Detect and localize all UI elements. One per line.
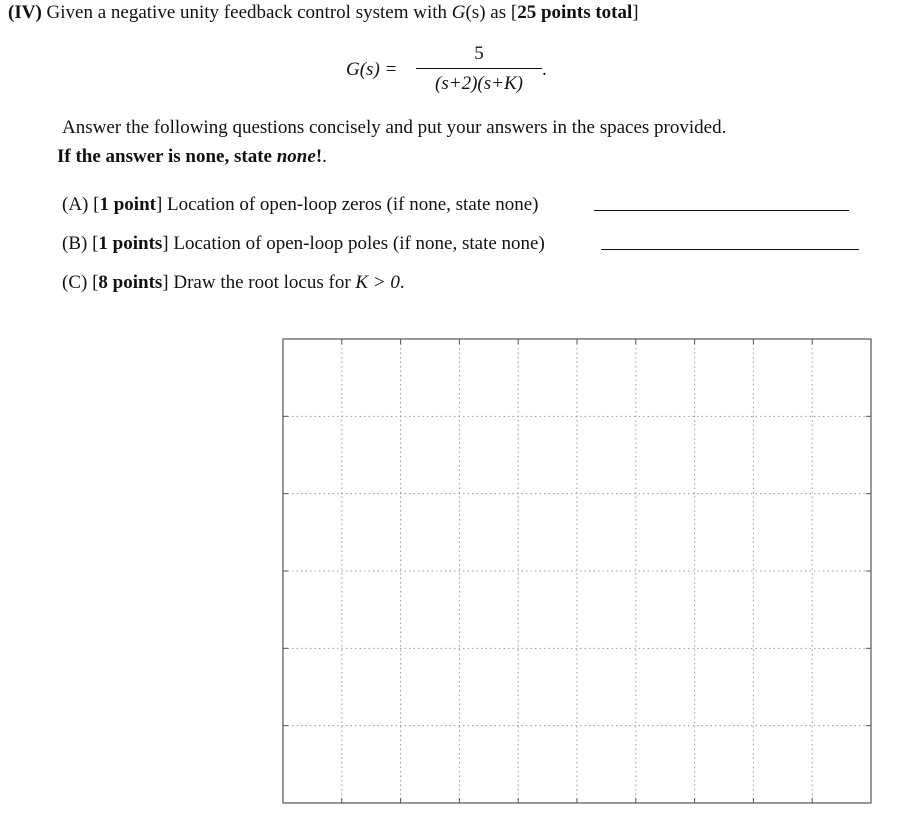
g-symbol: G bbox=[451, 2, 466, 23]
none-note-bold: If the answer is none, state bbox=[57, 146, 277, 167]
item-b-label: (B) bbox=[62, 233, 88, 254]
item-a: (A) [1 point] Location of open-loop zeros (if none, state none) bbox=[62, 194, 539, 215]
root-locus-grid[interactable] bbox=[282, 338, 872, 804]
question-header bbox=[8, 2, 639, 24]
question-intro: Given a negative unity feedback control system with bbox=[41, 2, 452, 23]
item-b: (B) [1 points] Location of open-loop poles (if none, state none) bbox=[62, 233, 545, 254]
none-note-exclaim: ! bbox=[315, 146, 323, 167]
answer-line-b[interactable] bbox=[601, 249, 859, 250]
question-label: (IV) bbox=[8, 2, 42, 23]
equation-lhs: G(s) = bbox=[346, 59, 398, 80]
as-text: as bbox=[485, 2, 511, 23]
points-open: [ bbox=[510, 2, 518, 23]
equation-denominator: (s+2)(s+K) bbox=[435, 73, 523, 94]
none-note-period: . bbox=[322, 146, 327, 167]
none-note-italic: none bbox=[276, 146, 316, 167]
item-c-points: 8 points bbox=[98, 272, 163, 293]
answer-line-a[interactable] bbox=[594, 210, 849, 211]
item-c-end: . bbox=[399, 272, 405, 293]
item-c-label: (C) bbox=[62, 272, 88, 293]
points-total: 25 points total bbox=[517, 2, 633, 23]
item-c-text: Draw the root locus for bbox=[168, 272, 356, 293]
item-b-text: Location of open-loop poles (if none, state none) bbox=[168, 233, 545, 254]
transfer-function-equation bbox=[346, 42, 566, 102]
item-a-text: Location of open-loop zeros (if none, state none) bbox=[162, 194, 539, 215]
fraction-bar bbox=[416, 68, 542, 69]
item-b-points: 1 points bbox=[98, 233, 163, 254]
item-c: (C) [8 points] Draw the root locus for K > 0. bbox=[62, 272, 405, 293]
item-a-label: (A) bbox=[62, 194, 89, 215]
equation-trailing: . bbox=[542, 59, 547, 80]
equation-fraction bbox=[416, 42, 542, 96]
instructions-line-1: Answer the following questions concisely and put your answers in the spaces provided. bbox=[62, 117, 727, 138]
equation-numerator: 5 bbox=[474, 43, 484, 64]
item-a-points: 1 point bbox=[99, 194, 156, 215]
g-arg: (s) bbox=[465, 2, 486, 23]
instructions-line-2 bbox=[57, 146, 327, 168]
item-c-math: K > 0 bbox=[355, 272, 400, 293]
points-close: ] bbox=[632, 2, 639, 23]
